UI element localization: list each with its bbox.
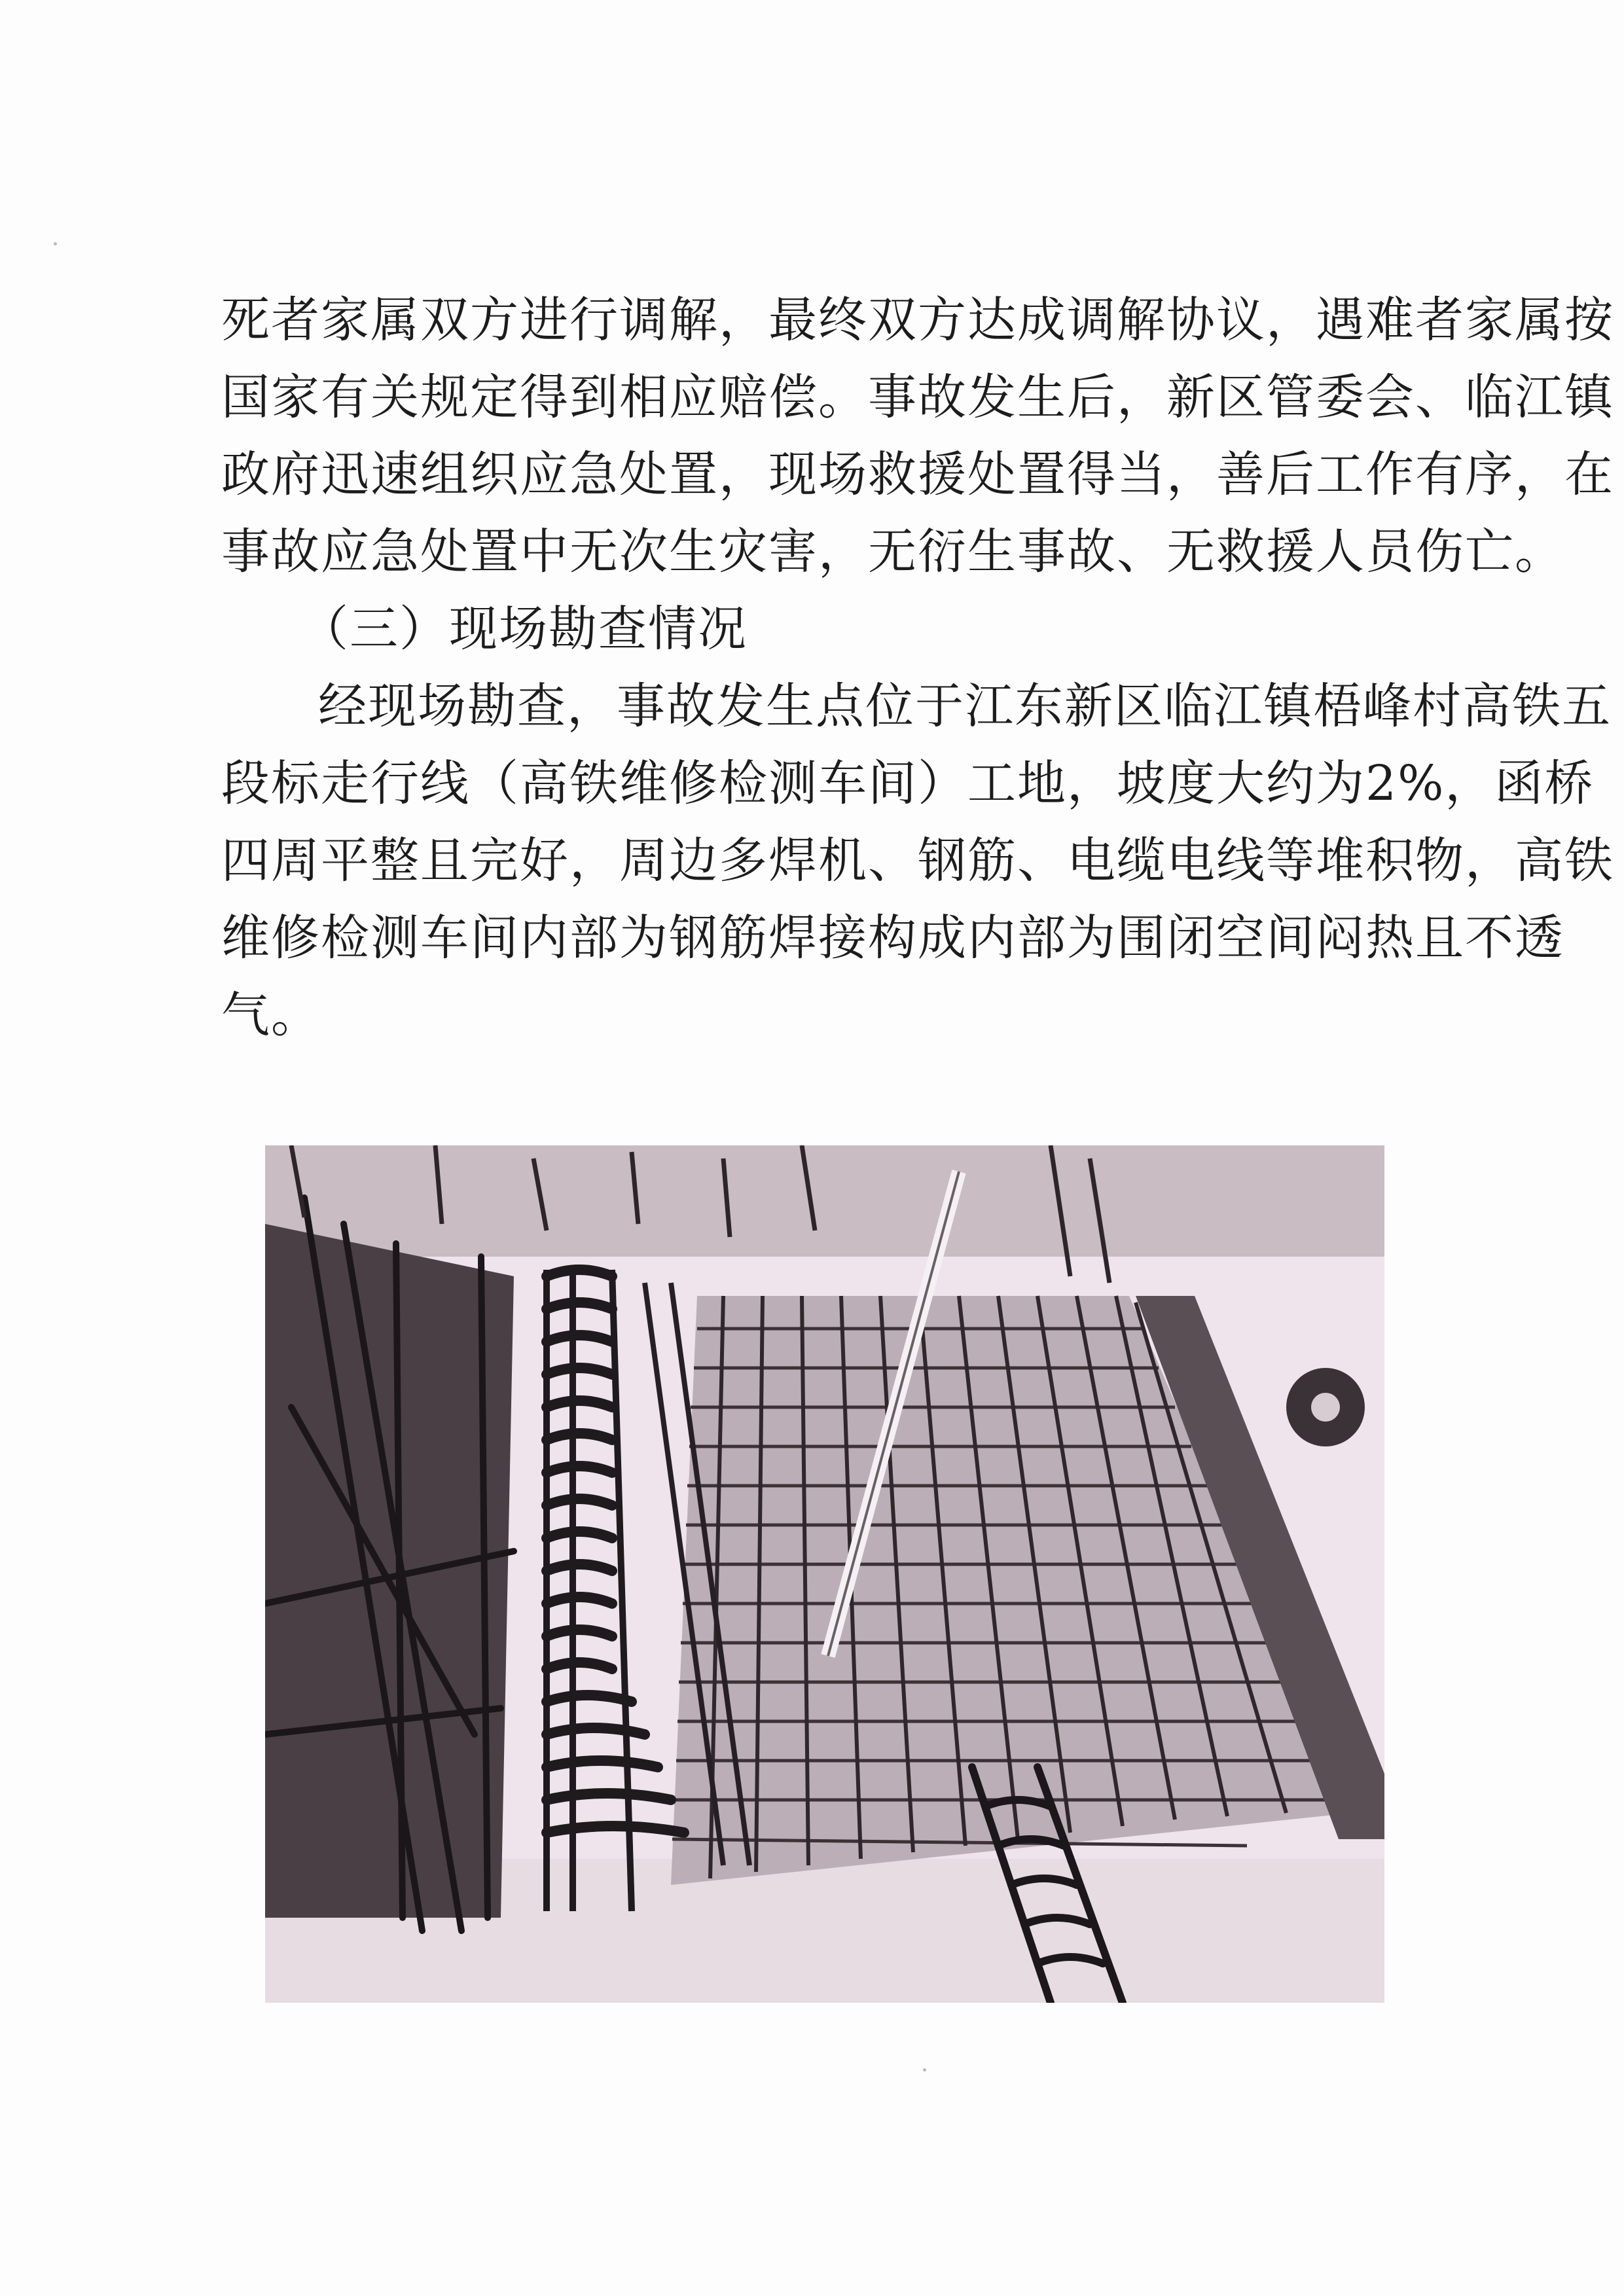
paragraph-line: 国家有关规定得到相应赔偿。事故发生后，新区管委会、临江镇 xyxy=(221,369,1614,425)
paragraph-line: 四周平整且完好，周边多焊机、钢筋、电缆电线等堆积物，高铁 xyxy=(221,833,1614,889)
section-heading: （三）现场勘查情况 xyxy=(300,601,748,657)
paragraph-line: 段标走行线（高铁维修检测车间）工地，坡度大约为2%，函桥 xyxy=(221,755,1595,812)
scan-speck xyxy=(923,2068,926,2072)
scan-speck xyxy=(54,242,57,245)
paragraph-line: 经现场勘查，事故发生点位于江东新区临江镇梧峰村高铁五 xyxy=(318,678,1612,734)
site-photo xyxy=(265,1145,1384,2003)
paragraph-line: 事故应急处置中无次生灾害，无衍生事故、无救援人员伤亡。 xyxy=(221,524,1564,580)
paragraph-line: 政府迅速组织应急处置，现场救援处置得当，善后工作有序，在 xyxy=(221,446,1614,503)
paragraph-line: 气。 xyxy=(221,987,321,1043)
paragraph-line: 维修检测车间内部为钢筋焊接构成内部为围闭空间闷热且不透 xyxy=(221,910,1564,966)
paragraph-line: 死者家属双方进行调解，最终双方达成调解协议，遇难者家属按 xyxy=(221,292,1614,348)
document-body xyxy=(221,281,1614,1054)
rebar-structure-illustration xyxy=(265,1145,1384,2003)
